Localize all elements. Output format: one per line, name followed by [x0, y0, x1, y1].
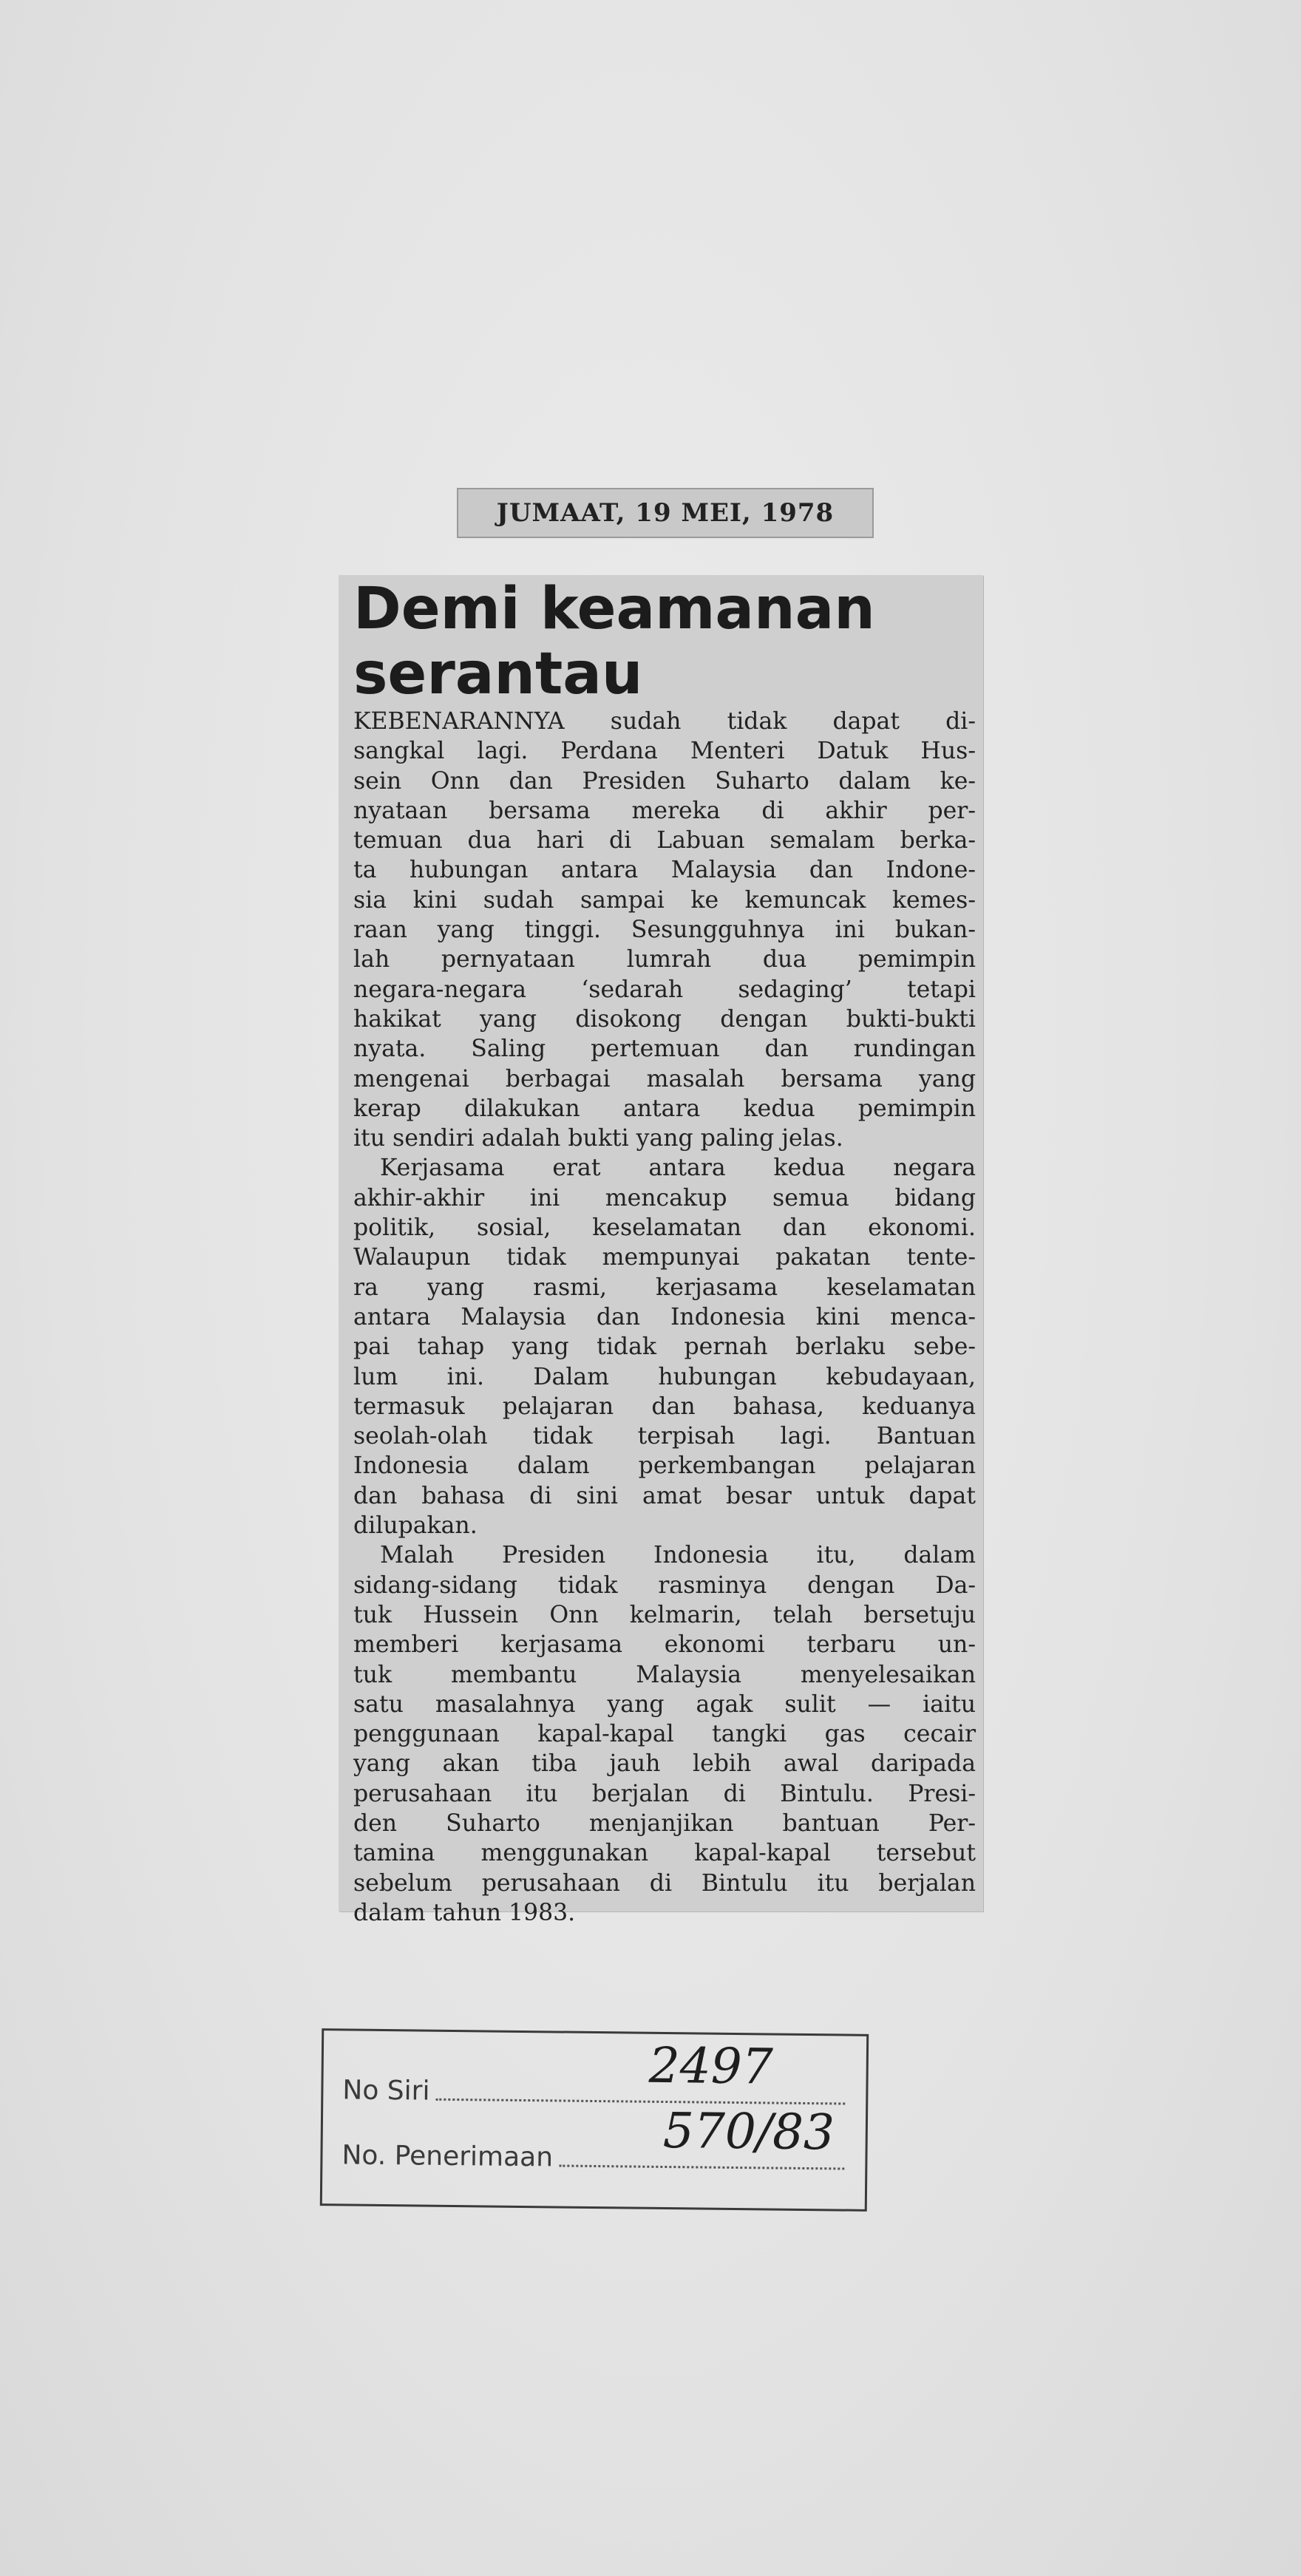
article-line: yang akan tiba jauh lebih awal daripada: [353, 1750, 976, 1778]
article-line: Indonesia dalam perkembangan pelajaran: [353, 1452, 976, 1480]
article-line: sia kini sudah sampai ke kemuncak kemes-: [353, 886, 976, 914]
article-line: negara-negara ‘sedarah sedaging’ tetapi: [353, 976, 976, 1003]
article-line: sangkal lagi. Perdana Menteri Datuk Hus-: [353, 738, 976, 765]
article-line: termasuk pelajaran dan bahasa, keduanya: [353, 1393, 976, 1420]
article-line: kerap dilakukan antara kedua pemimpin: [353, 1095, 976, 1122]
stamp-value-siri: 2497: [648, 2036, 774, 2096]
article-body: [353, 707, 976, 1928]
article-line: sidang-sidang tidak rasminya dengan Da-: [353, 1571, 976, 1599]
article-line: dalam tahun 1983.: [353, 1899, 576, 1926]
article-line: nyata. Saling pertemuan dan rundingan: [353, 1036, 976, 1063]
article-line: den Suharto menjanjikan bantuan Per-: [353, 1809, 976, 1837]
newspaper-clipping: [339, 575, 983, 1926]
article-line: nyataan bersama mereka di akhir per-: [353, 797, 976, 824]
stamp-label-siri: No Siri: [342, 2075, 430, 2107]
article-line: tamina menggunakan kapal-kapal tersebut: [353, 1840, 976, 1867]
accession-stamp: [320, 2028, 869, 2212]
article-line: antara Malaysia dan Indonesia kini menca-: [353, 1303, 976, 1331]
article-line: penggunaan kapal-kapal tangki gas cecair: [353, 1721, 976, 1748]
article-line: lah pernyataan lumrah dua pemimpin: [353, 946, 976, 973]
article-line: Walaupun tidak mempunyai pakatan tente-: [353, 1244, 976, 1271]
stamp-value-penerimaan: 570/83: [662, 2101, 835, 2161]
article-line: temuan dua hari di Labuan semalam berka-: [353, 827, 976, 854]
article-line: hakikat yang disokong dengan bukti-bukti: [353, 1005, 976, 1033]
article-line: ta hubungan antara Malaysia dan Indone-: [353, 857, 976, 884]
article-line: sebelum perusahaan di Bintulu itu berjalan: [353, 1869, 976, 1897]
article-line: Malah Presiden Indonesia itu, dalam: [380, 1542, 976, 1569]
article-line: perusahaan itu berjalan di Bintulu. Presi-: [353, 1780, 976, 1807]
article-line: KEBENARANNYA sudah tidak dapat di-: [353, 708, 976, 735]
article-line: lum ini. Dalam hubungan kebudayaan,: [353, 1363, 976, 1390]
article-line: dan bahasa di sini amat besar untuk dapat: [353, 1482, 976, 1509]
article-line: memberi kerjasama ekonomi terbaru un-: [353, 1631, 976, 1659]
article-line: tuk Hussein Onn kelmarin, telah bersetuju: [353, 1601, 976, 1628]
headline-line-2: serantau: [353, 641, 643, 707]
article-line: akhir-akhir ini mencakup semua bidang: [353, 1184, 976, 1211]
article-line: tuk membantu Malaysia menyelesaikan: [353, 1661, 976, 1688]
article-line: seolah-olah tidak terpisah lagi. Bantuan: [353, 1423, 976, 1450]
headline-line-1: Demi keamanan: [353, 576, 875, 642]
article-line: itu sendiri adalah bukti yang paling jelas.: [353, 1125, 843, 1152]
date-header: JUMAAT, 19 MEI, 1978: [457, 488, 874, 538]
article-line: satu masalahnya yang agak sulit — iaitu: [353, 1690, 976, 1718]
article-line: Kerjasama erat antara kedua negara: [380, 1155, 976, 1182]
article-line: mengenai berbagai masalah bersama yang: [353, 1065, 976, 1092]
article-line: dilupakan.: [353, 1512, 478, 1540]
headline: [353, 575, 976, 707]
stamp-label-penerimaan: No. Penerimaan: [342, 2140, 554, 2173]
article-line: sein Onn dan Presiden Suharto dalam ke-: [353, 767, 976, 795]
article-line: politik, sosial, keselamatan dan ekonomi.: [353, 1214, 976, 1242]
article-line: ra yang rasmi, kerjasama keselamatan: [353, 1274, 976, 1301]
article-line: raan yang tinggi. Sesungguhnya ini bukan-: [353, 917, 976, 944]
stamp-dotted-line: [559, 2164, 844, 2170]
article-line: pai tahap yang tidak pernah berlaku sebe-: [353, 1333, 976, 1361]
